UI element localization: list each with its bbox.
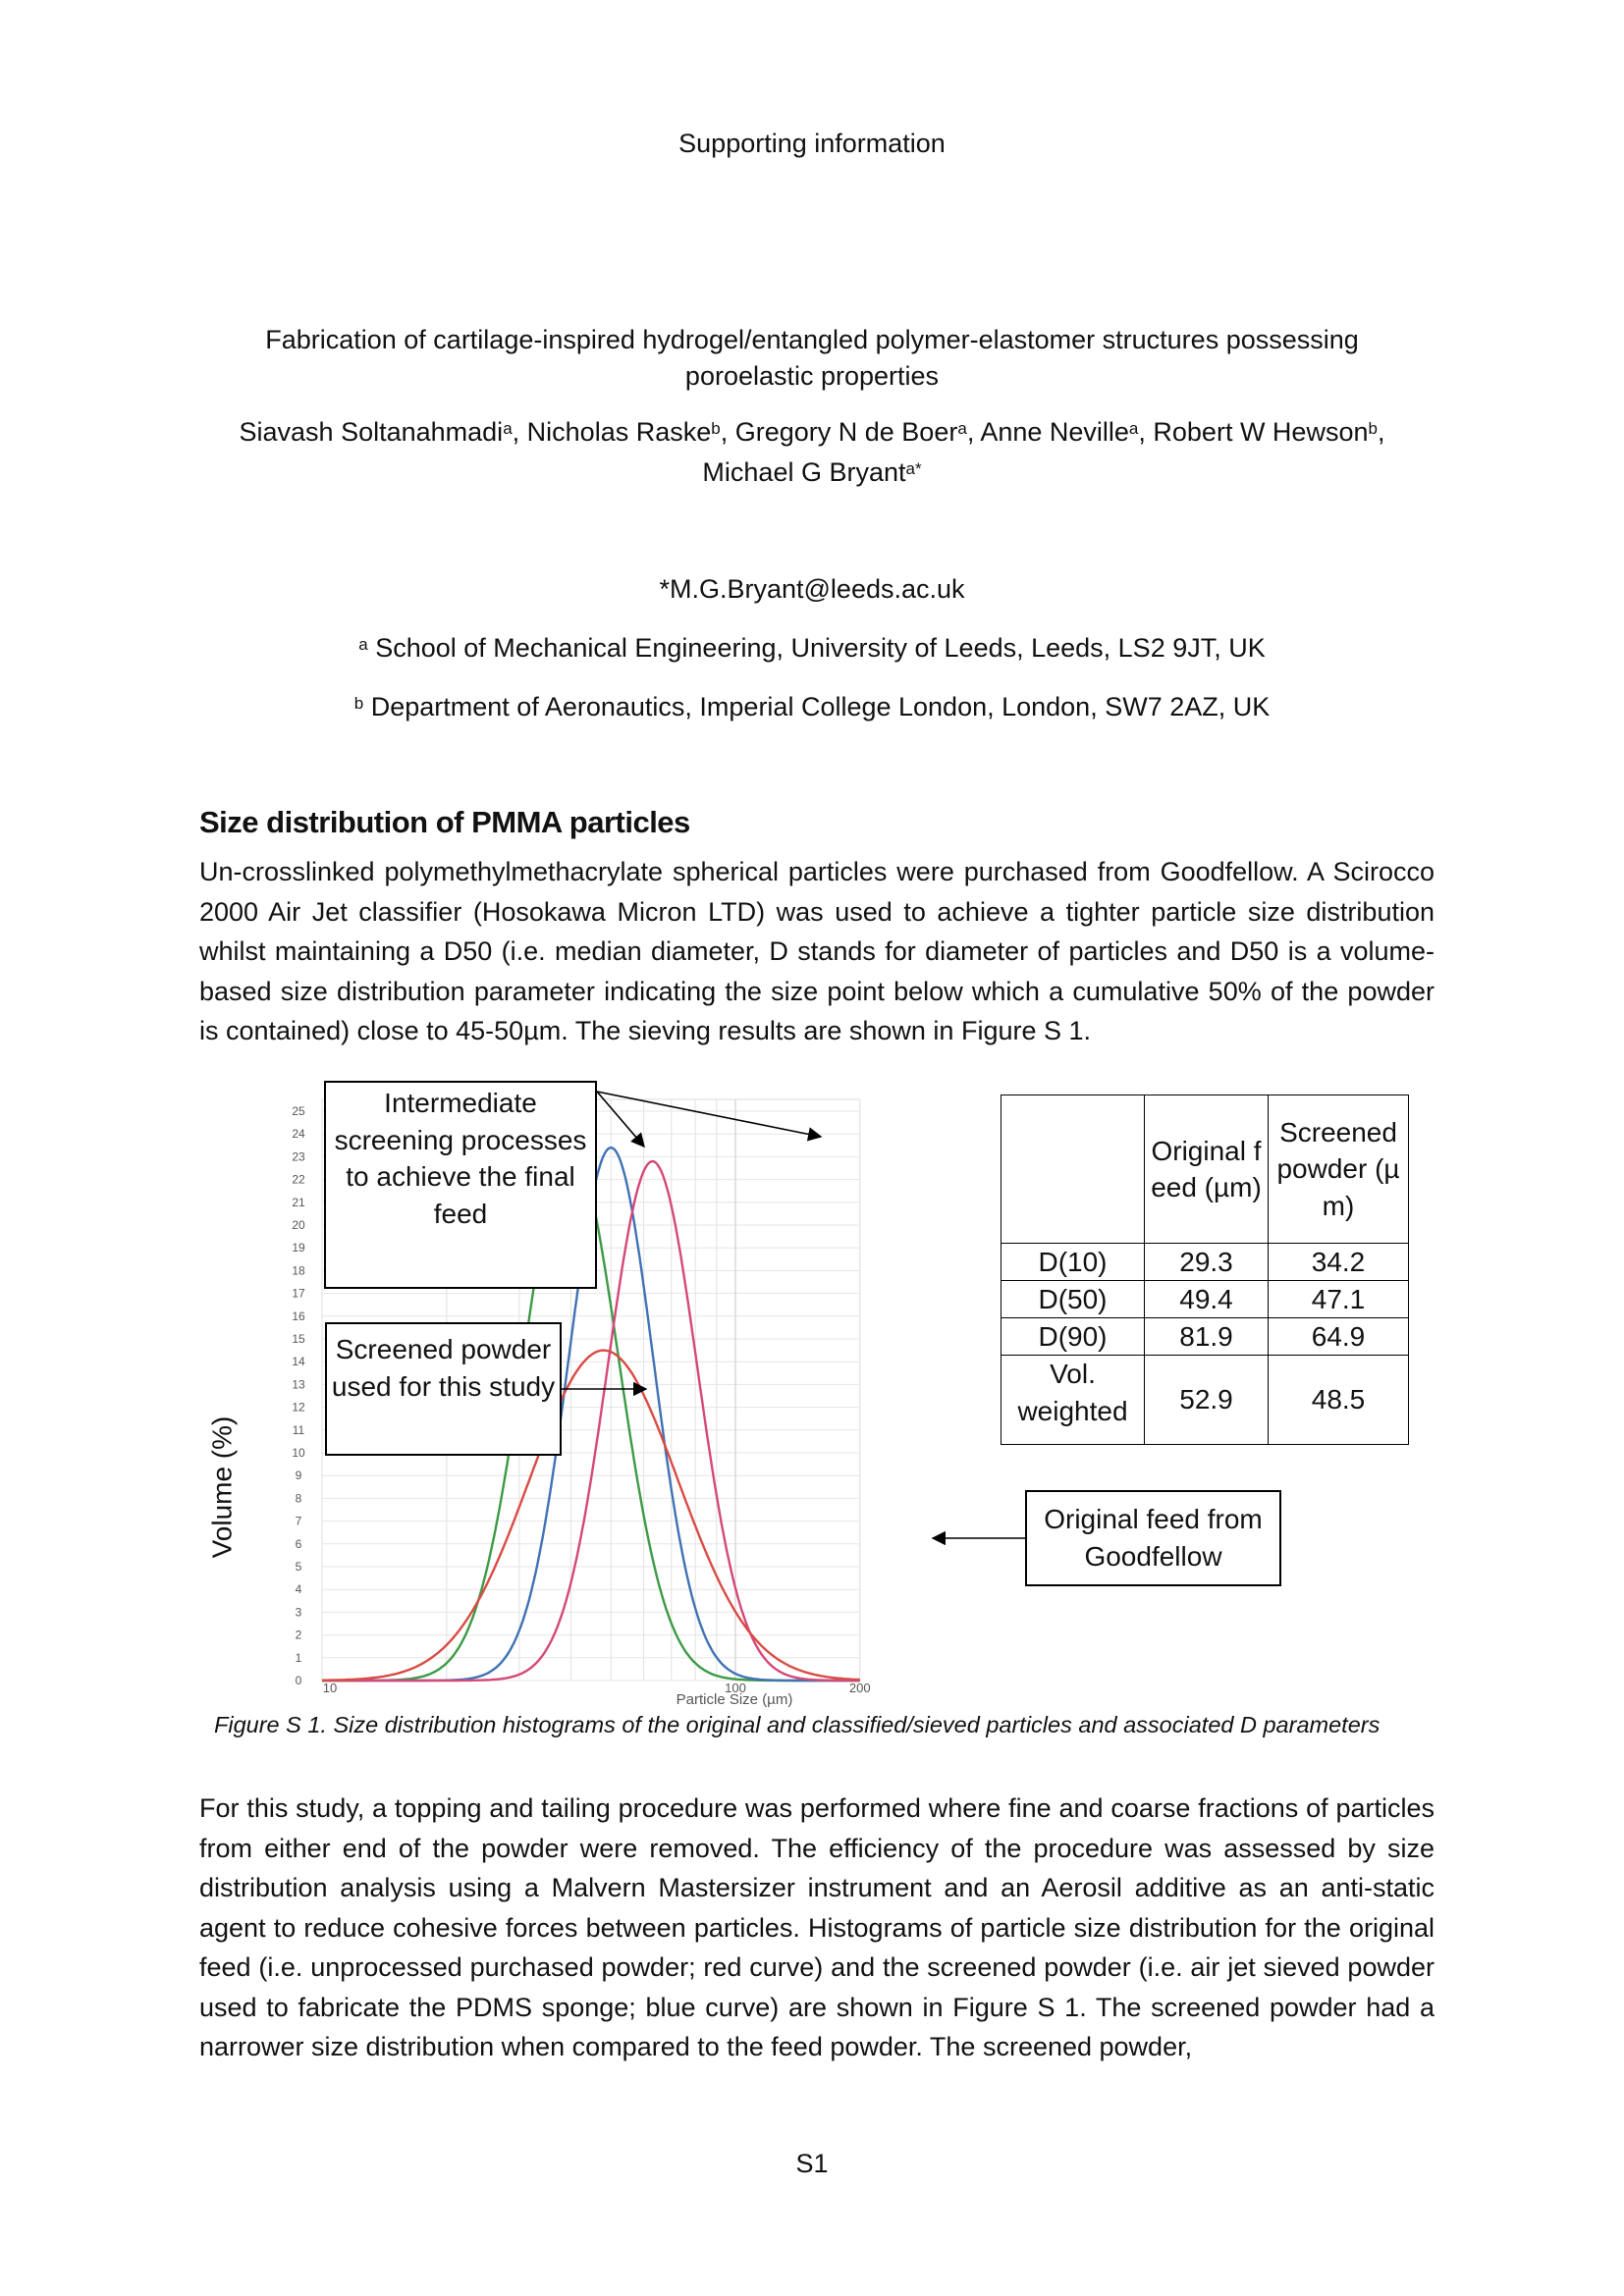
corresponding-email[interactable]: *M.G.Bryant@leeds.ac.uk: [659, 574, 965, 604]
author: Michael G Bryant: [702, 457, 906, 487]
table-header-row: [1001, 1095, 1409, 1244]
y-tick-label: 24: [292, 1127, 305, 1142]
affiliation-mark: a: [358, 635, 368, 654]
table-cell: 34.2: [1269, 1244, 1409, 1281]
y-tick-label: 6: [295, 1536, 302, 1551]
table-header-cell: Screened powder (µm): [1269, 1095, 1409, 1244]
paragraph-1: Un-crosslinked polymethylmethacrylate spherical particles were purchased from Goodfellow. A Scirocco 2000 Air Jet classifier (Hosokawa Micron LTD) was used to achieve a tighter particle size distribution whilst maintaining a D50 (i.e. median diameter, D stands for diameter of particles and D50 is a volume-based size distribution parameter indicating the size point below which a cumulative 50% of the powder is contained) close to 45-50µm. The sieving results are shown in Figure S 1.: [199, 857, 1435, 1045]
table-cell: D(90): [1001, 1318, 1145, 1356]
table-cell: 48.5: [1269, 1356, 1409, 1445]
affiliation-a: [0, 630, 1624, 667]
table-cell: 64.9: [1269, 1318, 1409, 1356]
table-row: [1001, 1318, 1409, 1356]
y-tick-label: 14: [292, 1355, 305, 1369]
y-tick-label: 20: [292, 1218, 305, 1232]
author: Gregory N de Boer: [734, 417, 958, 447]
y-tick-label: 21: [292, 1195, 305, 1209]
affiliation-mark: b: [353, 694, 364, 713]
page-number: S1: [795, 2149, 829, 2178]
y-tick-label: 22: [292, 1172, 305, 1187]
affiliation-mark: a*: [905, 459, 922, 478]
author-list-line2: [0, 454, 1624, 491]
affiliation-b: [0, 689, 1624, 725]
table-cell: 81.9: [1145, 1318, 1269, 1356]
y-axis-label: Volume (%): [206, 1415, 238, 1559]
affiliation-mark: a: [1128, 419, 1139, 438]
annotation-original: Original feed from Goodfellow: [1025, 1490, 1281, 1586]
y-tick-label: 19: [292, 1241, 305, 1255]
y-tick-label: 11: [292, 1422, 305, 1437]
y-tick-label: 1: [295, 1650, 302, 1665]
y-tick-label: 0: [295, 1674, 302, 1687]
annotation-intermediate: Intermediate screening processes to achieve the final feed: [324, 1081, 597, 1289]
x-tick-label: 10: [322, 1681, 338, 1695]
supporting-information-label: Supporting information: [678, 129, 946, 158]
y-tick-label: 12: [292, 1400, 305, 1415]
y-tick-label: 9: [295, 1468, 302, 1483]
x-axis-label: Particle Size (µm): [676, 1691, 793, 1708]
author: Nicholas Raske: [526, 417, 712, 447]
figure-caption: Figure S 1. Size distribution histograms of the original and classified/sieved particles and associated D parameters: [214, 1712, 1380, 1737]
author: Robert W Hewson: [1153, 417, 1369, 447]
y-tick-label: 18: [292, 1263, 305, 1278]
annotation-arrows: [562, 1092, 1025, 1538]
y-tick-label: 2: [295, 1628, 302, 1642]
paper-title: Fabrication of cartilage-inspired hydrogel/entangled polymer-elastomer structures possessing poroelastic properties: [265, 325, 1359, 391]
y-tick-label: 13: [292, 1377, 305, 1392]
y-tick-label: 3: [295, 1605, 302, 1620]
table-cell: 49.4: [1145, 1281, 1269, 1318]
table-cell: D(50): [1001, 1281, 1145, 1318]
y-tick-label: 23: [292, 1149, 305, 1164]
table-header-cell: Original feed (µm): [1145, 1095, 1269, 1244]
y-tick-label: 5: [295, 1560, 302, 1574]
affiliation-mark: a: [503, 419, 513, 438]
affiliation-text: Department of Aeronautics, Imperial College London, London, SW7 2AZ, UK: [370, 692, 1271, 721]
affiliation-mark: b: [711, 419, 721, 438]
y-tick-label: 4: [295, 1582, 302, 1597]
author: Anne Neville: [980, 417, 1129, 447]
affiliation-mark: b: [1368, 419, 1378, 438]
table-cell: 29.3: [1145, 1244, 1269, 1281]
x-tick-label: 200: [848, 1681, 871, 1695]
table-cell: Vol. weighted: [1001, 1356, 1145, 1445]
table-row: [1001, 1281, 1409, 1318]
author-list: Siavash Soltanahmadi$^a$, Nicholas Raske$^b$, Gregory N de Boer$^a$, Anne Neville$^a$, Robert W Hewson$^b$,: [239, 417, 1385, 447]
table-cell: D(10): [1001, 1244, 1145, 1281]
y-tick-label: 7: [295, 1514, 302, 1528]
figure-s1: [206, 1070, 1434, 1708]
table-header-cell: [1001, 1095, 1145, 1244]
affiliation-mark: a: [957, 419, 967, 438]
x-tick-label: 100: [725, 1681, 746, 1695]
y-tick-label: 15: [292, 1332, 305, 1346]
y-tick-label: 17: [292, 1286, 305, 1301]
table-cell: 47.1: [1269, 1281, 1409, 1318]
section-heading: Size distribution of PMMA particles: [199, 805, 690, 839]
y-tick-label: 10: [292, 1446, 305, 1460]
annotation-screened: Screened powder used for this study: [325, 1322, 562, 1456]
affiliation-text: School of Mechanical Engineering, University of Leeds, Leeds, LS2 9JT, UK: [375, 633, 1266, 663]
author: Siavash Soltanahmadi: [239, 417, 504, 447]
table-row: [1001, 1356, 1409, 1445]
table-cell: 52.9: [1145, 1356, 1269, 1445]
y-tick-label: 25: [292, 1104, 305, 1118]
y-tick-label: 8: [295, 1491, 302, 1506]
y-tick-label: 16: [292, 1308, 305, 1323]
paragraph-2: For this study, a topping and tailing procedure was performed where fine and coarse fractions of particles from either end of the powder were removed. The efficiency of the procedure was assessed by size distribution analysis using a Malvern Mastersizer instrument and an Aerosil additive as an anti-static agent to reduce cohesive forces between particles. Histograms of particle size distribution for the original feed (i.e. unprocessed purchased powder; red curve) and the screened powder (i.e. air jet sieved powder used to fabricate the PDMS sponge; blue curve) are shown in Figure S 1. The screened powder had a narrower size distribution when compared to the feed powder. The screened powder,: [199, 1793, 1435, 2061]
d-parameters-table: [1001, 1095, 1435, 1441]
table-row: [1001, 1244, 1409, 1281]
